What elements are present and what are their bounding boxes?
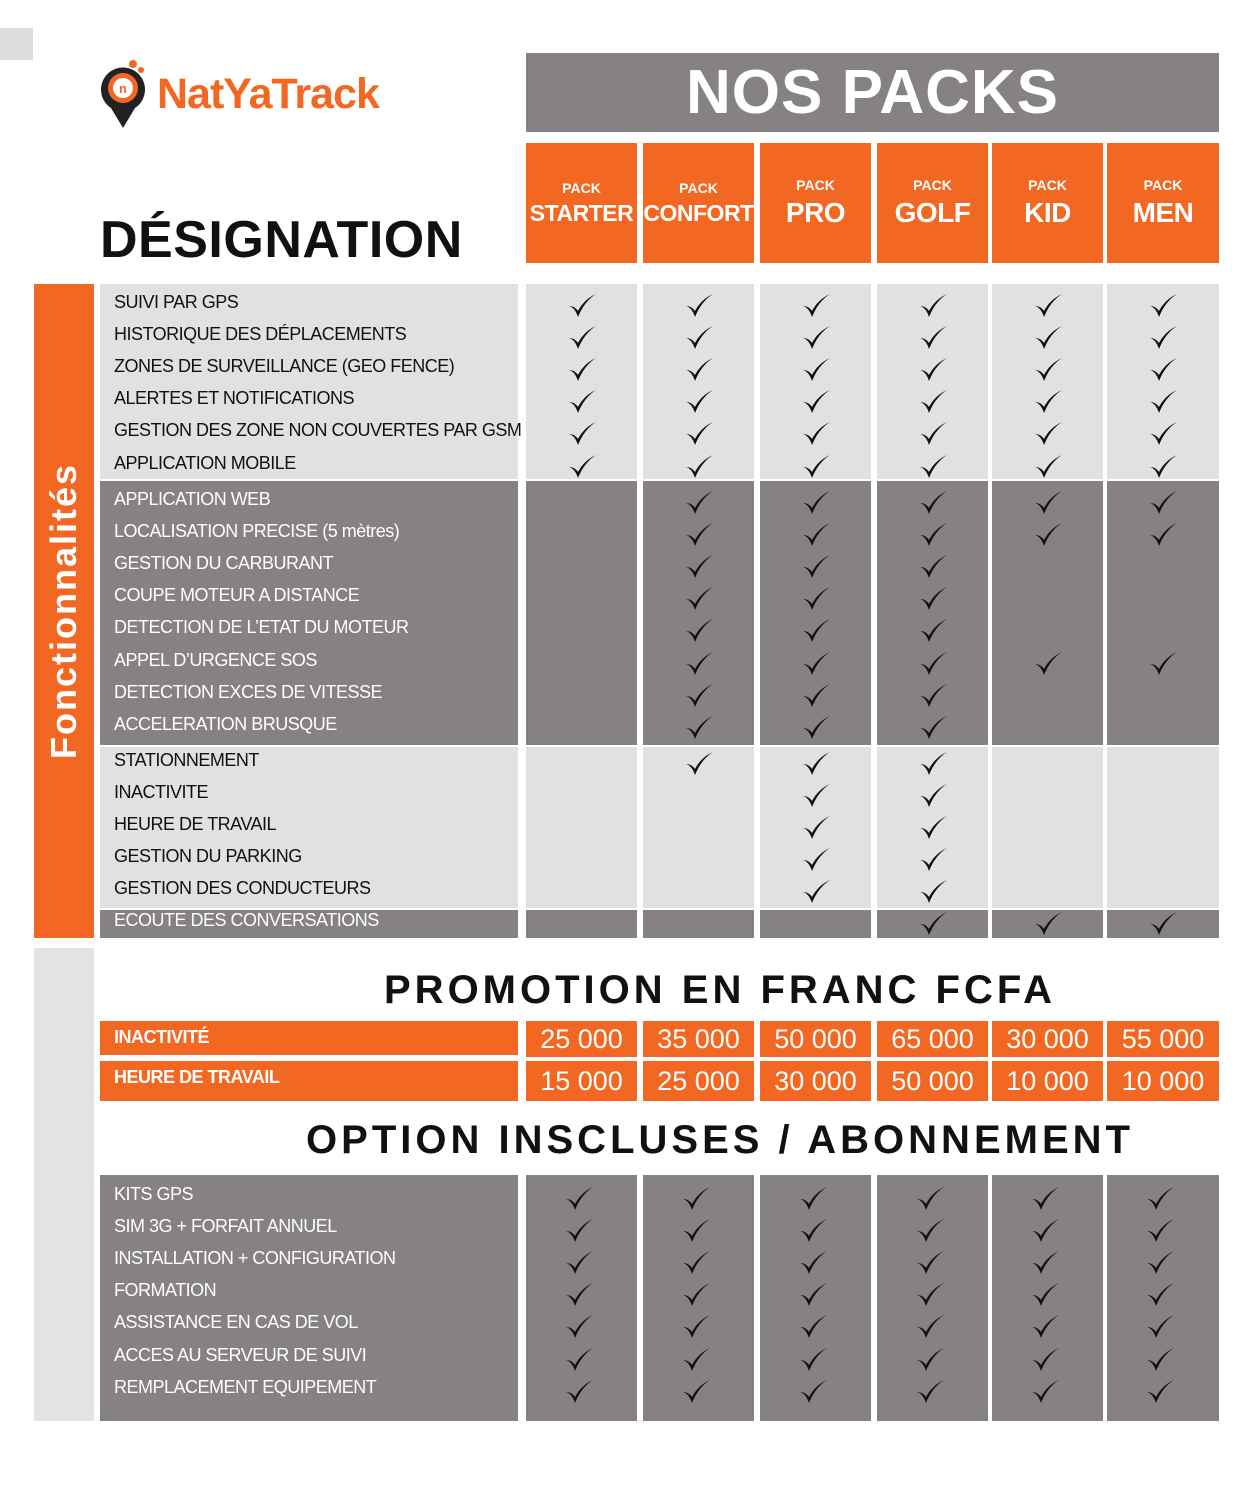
checkmark-icon (915, 1314, 945, 1340)
pack-small-label: PACK (562, 179, 601, 196)
feature-band-cell (992, 747, 1103, 908)
checkmark-icon (918, 911, 948, 937)
pack-header-men (1107, 143, 1219, 263)
promotion-price: 65 000 (877, 1021, 988, 1057)
checkmark-icon (798, 1314, 828, 1340)
location-pin-icon (97, 58, 149, 130)
options-title: OPTION INSCLUSES / ABONNEMENT (306, 1118, 1134, 1162)
checkmark-icon (1145, 1347, 1175, 1373)
checkmark-icon (681, 1379, 711, 1405)
checkmark-icon (801, 421, 831, 447)
sidebar-options (34, 948, 94, 1421)
pack-small-label: PACK (913, 177, 952, 193)
checkmark-icon (801, 554, 831, 580)
promotion-price: 55 000 (1107, 1021, 1219, 1057)
promotion-label: INACTIVITÉ (114, 1027, 210, 1047)
feature-band-cell (526, 747, 637, 908)
pack-header-starter (526, 143, 637, 263)
checkmark-icon (1030, 1347, 1060, 1373)
checkmark-icon (801, 389, 831, 415)
checkmark-icon (567, 454, 597, 480)
checkmark-icon (915, 1282, 945, 1308)
checkmark-icon (564, 1314, 594, 1340)
feature-label: ZONES DE SURVEILLANCE (GEO FENCE) (114, 356, 455, 377)
checkmark-icon (918, 586, 948, 612)
feature-label: ACCELERATION BRUSQUE (114, 713, 337, 734)
feature-label: HEURE DE TRAVAIL (114, 814, 277, 835)
checkmark-icon (801, 815, 831, 841)
checkmark-icon (684, 651, 714, 677)
option-label: REMPLACEMENT EQUIPEMENT (114, 1376, 377, 1397)
corner-tab (0, 28, 33, 60)
checkmark-icon (1033, 522, 1063, 548)
checkmark-icon (1145, 1186, 1175, 1212)
checkmark-icon (1148, 293, 1178, 319)
checkmark-icon (918, 751, 948, 777)
checkmark-icon (918, 357, 948, 383)
checkmark-icon (681, 1347, 711, 1373)
checkmark-icon (801, 715, 831, 741)
checkmark-icon (684, 490, 714, 516)
feature-label: GESTION DES CONDUCTEURS (114, 878, 371, 899)
option-label: ASSISTANCE EN CAS DE VOL (114, 1312, 358, 1333)
checkmark-icon (1148, 389, 1178, 415)
checkmark-icon (681, 1218, 711, 1244)
checkmark-icon (1033, 389, 1063, 415)
checkmark-icon (801, 618, 831, 644)
checkmark-icon (1148, 325, 1178, 351)
checkmark-icon (801, 522, 831, 548)
checkmark-icon (918, 522, 948, 548)
checkmark-icon (1033, 911, 1063, 937)
checkmark-icon (684, 751, 714, 777)
promotion-price: 50 000 (877, 1061, 988, 1101)
checkmark-icon (801, 879, 831, 905)
checkmark-icon (915, 1186, 945, 1212)
brand-name: NatYaTrack (157, 69, 379, 118)
checkmark-icon (1148, 357, 1178, 383)
checkmark-icon (681, 1186, 711, 1212)
designation-heading: DÉSIGNATION (100, 211, 463, 269)
checkmark-icon (918, 554, 948, 580)
pack-name: KID (1024, 197, 1071, 228)
checkmark-icon (801, 683, 831, 709)
pack-header-confort (643, 143, 754, 263)
checkmark-icon (915, 1250, 945, 1276)
promotion-price: 30 000 (760, 1061, 871, 1101)
checkmark-icon (801, 783, 831, 809)
checkmark-icon (798, 1282, 828, 1308)
pack-small-label: PACK (796, 177, 835, 193)
checkmark-icon (684, 357, 714, 383)
checkmark-icon (801, 586, 831, 612)
feature-label: GESTION DU PARKING (114, 846, 302, 867)
checkmark-icon (564, 1379, 594, 1405)
checkmark-icon (1033, 325, 1063, 351)
checkmark-icon (801, 751, 831, 777)
checkmark-icon (1030, 1250, 1060, 1276)
feature-label: DETECTION EXCES DE VITESSE (114, 681, 383, 702)
checkmark-icon (1148, 421, 1178, 447)
checkmark-icon (1148, 454, 1178, 480)
pack-name: PRO (785, 197, 846, 228)
checkmark-icon (918, 421, 948, 447)
feature-label: STATIONNEMENT (114, 750, 259, 770)
promotion-price: 10 000 (992, 1061, 1103, 1101)
checkmark-icon (801, 454, 831, 480)
feature-band-cell (526, 481, 637, 745)
checkmark-icon (801, 651, 831, 677)
checkmark-icon (684, 618, 714, 644)
checkmark-icon (915, 1347, 945, 1373)
feature-band-cell (760, 910, 871, 938)
checkmark-icon (798, 1186, 828, 1212)
checkmark-icon (1030, 1282, 1060, 1308)
checkmark-icon (684, 454, 714, 480)
checkmark-icon (567, 325, 597, 351)
feature-label: GESTION DU CARBURANT (114, 553, 334, 574)
pack-header-golf (877, 143, 988, 263)
option-label: KITS GPS (114, 1184, 194, 1204)
checkmark-icon (684, 715, 714, 741)
feature-label: APPLICATION MOBILE (114, 452, 296, 473)
feature-label: COUPE MOTEUR A DISTANCE (114, 585, 360, 606)
checkmark-icon (918, 325, 948, 351)
checkmark-icon (801, 293, 831, 319)
checkmark-icon (564, 1347, 594, 1373)
pack-header-pro (760, 143, 871, 263)
checkmark-icon (564, 1186, 594, 1212)
checkmark-icon (567, 357, 597, 383)
checkmark-icon (1148, 911, 1178, 937)
checkmark-icon (684, 683, 714, 709)
svg-text:n: n (119, 81, 127, 96)
feature-label: APPEL D’URGENCE SOS (114, 649, 317, 670)
checkmark-icon (1148, 490, 1178, 516)
promotion-price: 15 000 (526, 1061, 637, 1101)
checkmark-icon (684, 389, 714, 415)
checkmark-icon (684, 586, 714, 612)
checkmark-icon (1148, 522, 1178, 548)
promotion-price: 35 000 (643, 1021, 754, 1057)
checkmark-icon (918, 783, 948, 809)
checkmark-icon (915, 1218, 945, 1244)
checkmark-icon (1145, 1314, 1175, 1340)
checkmark-icon (801, 325, 831, 351)
checkmark-icon (918, 683, 948, 709)
checkmark-icon (684, 293, 714, 319)
checkmark-icon (801, 357, 831, 383)
option-label: INSTALLATION + CONFIGURATION (114, 1248, 396, 1269)
feature-label: APPLICATION WEB (114, 489, 271, 509)
checkmark-icon (1148, 651, 1178, 677)
checkmark-icon (918, 293, 948, 319)
checkmark-icon (564, 1282, 594, 1308)
feature-label: ALERTES ET NOTIFICATIONS (114, 388, 355, 409)
checkmark-icon (801, 847, 831, 873)
sidebar-label: Fonctionnalités (43, 462, 84, 760)
checkmark-icon (564, 1218, 594, 1244)
checkmark-icon (801, 490, 831, 516)
pack-header-kid (992, 143, 1103, 263)
option-label: FORMATION (114, 1280, 217, 1301)
feature-band-cell (1107, 747, 1219, 908)
pack-name: MEN (1132, 197, 1194, 228)
checkmark-icon (1033, 490, 1063, 516)
checkmark-icon (567, 421, 597, 447)
checkmark-icon (1145, 1250, 1175, 1276)
checkmark-icon (1030, 1314, 1060, 1340)
checkmark-icon (1030, 1186, 1060, 1212)
pack-name: STARTER (529, 199, 634, 226)
checkmark-icon (1033, 293, 1063, 319)
checkmark-icon (567, 389, 597, 415)
checkmark-icon (798, 1347, 828, 1373)
checkmark-icon (564, 1250, 594, 1276)
pack-small-label: PACK (1028, 177, 1067, 193)
feature-label: ECOUTE DES CONVERSATIONS (114, 910, 379, 930)
checkmark-icon (1030, 1379, 1060, 1405)
checkmark-icon (798, 1250, 828, 1276)
promotion-price: 50 000 (760, 1021, 871, 1057)
checkmark-icon (1033, 454, 1063, 480)
checkmark-icon (681, 1250, 711, 1276)
checkmark-icon (915, 1379, 945, 1405)
checkmark-icon (918, 715, 948, 741)
promotion-title: PROMOTION EN FRANC FCFA (384, 968, 1056, 1012)
checkmark-icon (684, 421, 714, 447)
brand-logo (97, 58, 379, 130)
checkmark-icon (1145, 1379, 1175, 1405)
checkmark-icon (681, 1282, 711, 1308)
promotion-price: 25 000 (643, 1061, 754, 1101)
checkmark-icon (1145, 1218, 1175, 1244)
checkmark-icon (918, 879, 948, 905)
promotion-price: 10 000 (1107, 1061, 1219, 1101)
pack-small-label: PACK (679, 179, 718, 196)
feature-label: INACTIVITE (114, 782, 209, 803)
checkmark-icon (798, 1379, 828, 1405)
promotion-price: 25 000 (526, 1021, 637, 1057)
checkmark-icon (684, 325, 714, 351)
feature-band-cell (1107, 481, 1219, 745)
option-label: SIM 3G + FORFAIT ANNUEL (114, 1216, 337, 1237)
checkmark-icon (798, 1218, 828, 1244)
feature-label: DETECTION DE L’ETAT DU MOTEUR (114, 617, 409, 638)
pack-name: GOLF (894, 197, 971, 228)
feature-label: SUIVI PAR GPS (114, 292, 239, 312)
feature-label: HISTORIQUE DES DÉPLACEMENTS (114, 324, 407, 345)
pack-small-label: PACK (1143, 177, 1183, 193)
feature-label: LOCALISATION PRECISE (5 mètres) (114, 521, 400, 542)
checkmark-icon (918, 389, 948, 415)
checkmark-icon (918, 490, 948, 516)
promotion-label: HEURE DE TRAVAIL (114, 1067, 280, 1087)
sidebar-fonctionnalites (34, 284, 94, 938)
page-title: NOS PACKS (526, 53, 1219, 132)
pack-name: CONFORT (643, 199, 754, 226)
checkmark-icon (918, 847, 948, 873)
feature-band-cell (992, 481, 1103, 745)
checkmark-icon (918, 651, 948, 677)
feature-label: GESTION DES ZONE NON COUVERTES PAR GSM (114, 420, 522, 441)
feature-band-cell (643, 910, 754, 938)
checkmark-icon (1033, 421, 1063, 447)
checkmark-icon (1145, 1282, 1175, 1308)
promotion-price: 30 000 (992, 1021, 1103, 1057)
checkmark-icon (681, 1314, 711, 1340)
checkmark-icon (567, 293, 597, 319)
checkmark-icon (918, 815, 948, 841)
checkmark-icon (918, 454, 948, 480)
checkmark-icon (918, 618, 948, 644)
checkmark-icon (1030, 1218, 1060, 1244)
checkmark-icon (1033, 357, 1063, 383)
feature-band-cell (526, 910, 637, 938)
checkmark-icon (684, 554, 714, 580)
option-label: ACCES AU SERVEUR DE SUIVI (114, 1344, 367, 1365)
checkmark-icon (684, 522, 714, 548)
checkmark-icon (1033, 651, 1063, 677)
feature-band-label (100, 284, 518, 479)
